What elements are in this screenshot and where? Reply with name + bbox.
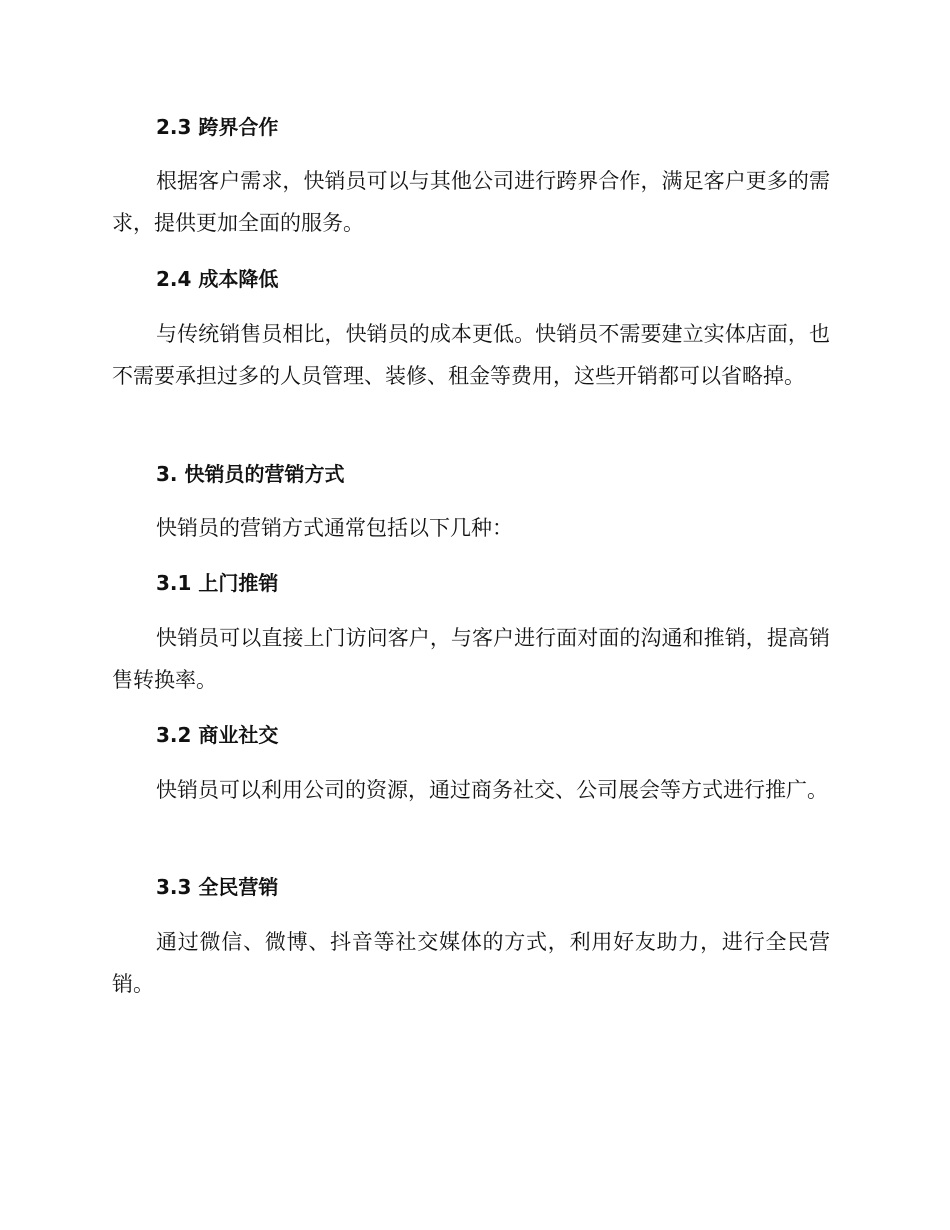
- section-heading-3-1: 3.1 上门推销: [156, 571, 279, 595]
- section-heading-2-4: 2.4 成本降低: [156, 267, 279, 291]
- section-body-3: 快销员的营销方式通常包括以下几种：: [156, 516, 513, 540]
- section-heading-2-3: 2.3 跨界合作: [156, 115, 279, 139]
- section-body-3-3: 通过微信、微博、抖音等社交媒体的方式，利用好友助力，进行全民营销。: [112, 930, 830, 996]
- section-body-3-2: 快销员可以利用公司的资源，通过商务社交、公司展会等方式进行推广。: [156, 778, 828, 802]
- section-body-3-1: 快销员可以直接上门访问客户，与客户进行面对面的沟通和推销，提高销售转换率。: [112, 626, 830, 692]
- section-heading-3: 3. 快销员的营销方式: [156, 462, 345, 486]
- section-heading-3-3: 3.3 全民营销: [156, 875, 279, 899]
- section-body-2-4: 与传统销售员相比，快销员的成本更低。快销员不需要建立实体店面，也不需要承担过多的人员管理、装修、租金等费用，这些开销都可以省略掉。: [112, 322, 830, 388]
- section-body-2-3: 根据客户需求，快销员可以与其他公司进行跨界合作，满足客户更多的需求，提供更加全面的服务。: [112, 169, 830, 235]
- section-heading-3-2: 3.2 商业社交: [156, 723, 279, 747]
